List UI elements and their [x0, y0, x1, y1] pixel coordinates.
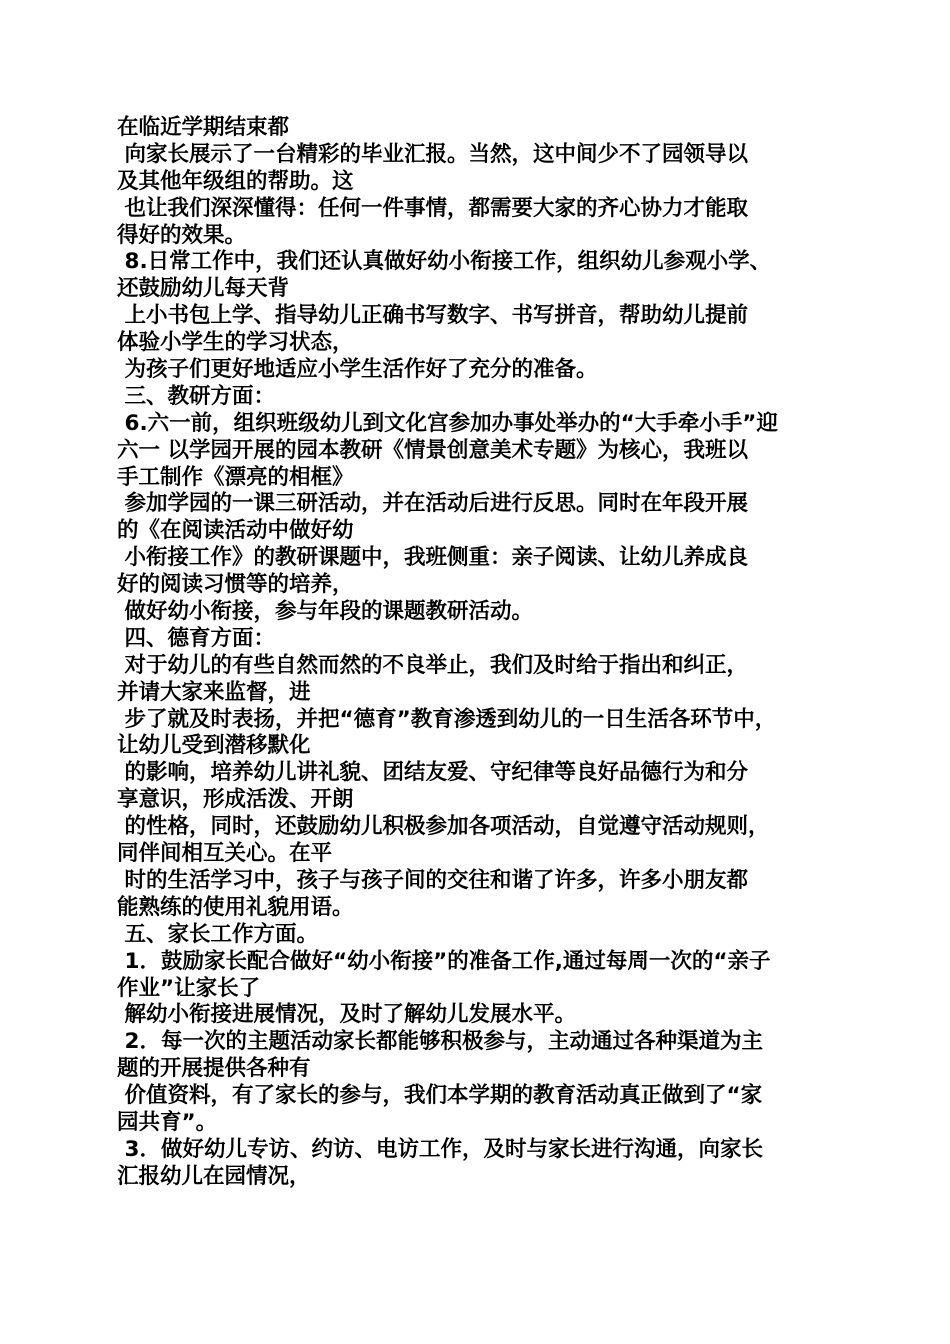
section-heading-moral: 四、德育方面： — [117, 625, 275, 651]
text-line: 3．做好幼儿专访、约访、电访工作，及时与家长进行沟通，向家长 — [117, 1136, 763, 1162]
text-line: 向家长展示了一台精彩的毕业汇报。当然，这中间少不了园领导以 — [117, 141, 748, 167]
text-line: 的影响，培养幼儿讲礼貌、团结友爱、守纪律等良好品德行为和分 — [117, 760, 748, 786]
text-line: 做好幼小衔接，参与年段的课题教研活动。 — [117, 599, 533, 625]
text-line: 6.六一前，组织班级幼儿到文化宫参加办事处举办的“大手牵小手”迎 — [117, 410, 778, 436]
text-line: 得好的效果。 — [117, 222, 247, 248]
text-line: 为孩子们更好地适应小学生活作好了充分的准备。 — [117, 357, 598, 383]
document-body — [117, 115, 837, 1191]
text-line: 小衔接工作》的教研课题中，我班侧重：亲子阅读、让幼儿养成良 — [117, 545, 748, 571]
text-line: 汇报幼儿在园情况， — [117, 1163, 311, 1189]
text-line: 享意识，形成活泼、开朗 — [117, 787, 354, 813]
text-line: 步了就及时表扬，并把“德育”教育渗透到幼儿的一日生活各环节中， — [117, 706, 777, 732]
text-line: 体验小学生的学习状态， — [117, 330, 354, 356]
text-line: 对于幼儿的有些自然而然的不良举止，我们及时给于指出和纠正， — [117, 652, 748, 678]
text-line: 时的生活学习中，孩子与孩子间的交往和谐了许多，许多小朋友都 — [117, 867, 748, 893]
text-line: 8.日常工作中，我们还认真做好幼小衔接工作，组织幼儿参观小学、 — [117, 249, 772, 275]
text-line: 也让我们深深懂得：任何一件事情，都需要大家的齐心协力才能取 — [117, 195, 748, 221]
text-line: 手工制作《漂亮的相框》 — [117, 464, 354, 490]
text-line: 园共育”。 — [117, 1109, 218, 1135]
text-line: 六一 以学园开展的园本教研《情景创意美术专题》为核心，我班以 — [117, 437, 748, 463]
text-line: 好的阅读习惯等的培养， — [117, 572, 354, 598]
text-line: 2．每一次的主题活动家长都能够积极参与，主动通过各种渠道为主 — [117, 1029, 763, 1055]
text-line: 同伴间相互关心。在平 — [117, 841, 333, 867]
section-heading-research: 三、教研方面： — [117, 383, 275, 409]
text-line: 价值资料，有了家长的参与，我们本学期的教育活动真正做到了“家 — [117, 1083, 763, 1109]
text-line: 在临近学期结束都 — [117, 115, 290, 140]
text-line: 并请大家来监督，进 — [117, 679, 311, 705]
text-line: 上小书包上学、指导幼儿正确书写数字、书写拼音，帮助幼儿提前 — [117, 303, 748, 329]
text-line: 1．鼓励家长配合做好“幼小衔接”的准备工作,通过每周一次的“亲子 — [117, 948, 771, 974]
text-line: 的《在阅读活动中做好幼 — [117, 518, 354, 544]
text-line: 能熟练的使用礼貌用语。 — [117, 894, 354, 920]
text-line: 还鼓励幼儿每天背 — [117, 276, 290, 302]
text-line: 参加学园的一课三研活动，并在活动后进行反思。同时在年段开展 — [117, 491, 748, 517]
text-line: 解幼小衔接进展情况，及时了解幼儿发展水平。 — [117, 1002, 576, 1028]
text-line: 及其他年级组的帮助。这 — [117, 168, 354, 194]
section-heading-parents: 五、家长工作方面。 — [117, 921, 318, 947]
text-line: 作业”让家长了 — [117, 975, 261, 1001]
text-line: 的性格，同时，还鼓励幼儿积极参加各项活动，自觉遵守活动规则， — [117, 814, 770, 840]
text-line: 让幼儿受到潜移默化 — [117, 733, 311, 759]
text-line: 题的开展提供各种有 — [117, 1056, 311, 1082]
